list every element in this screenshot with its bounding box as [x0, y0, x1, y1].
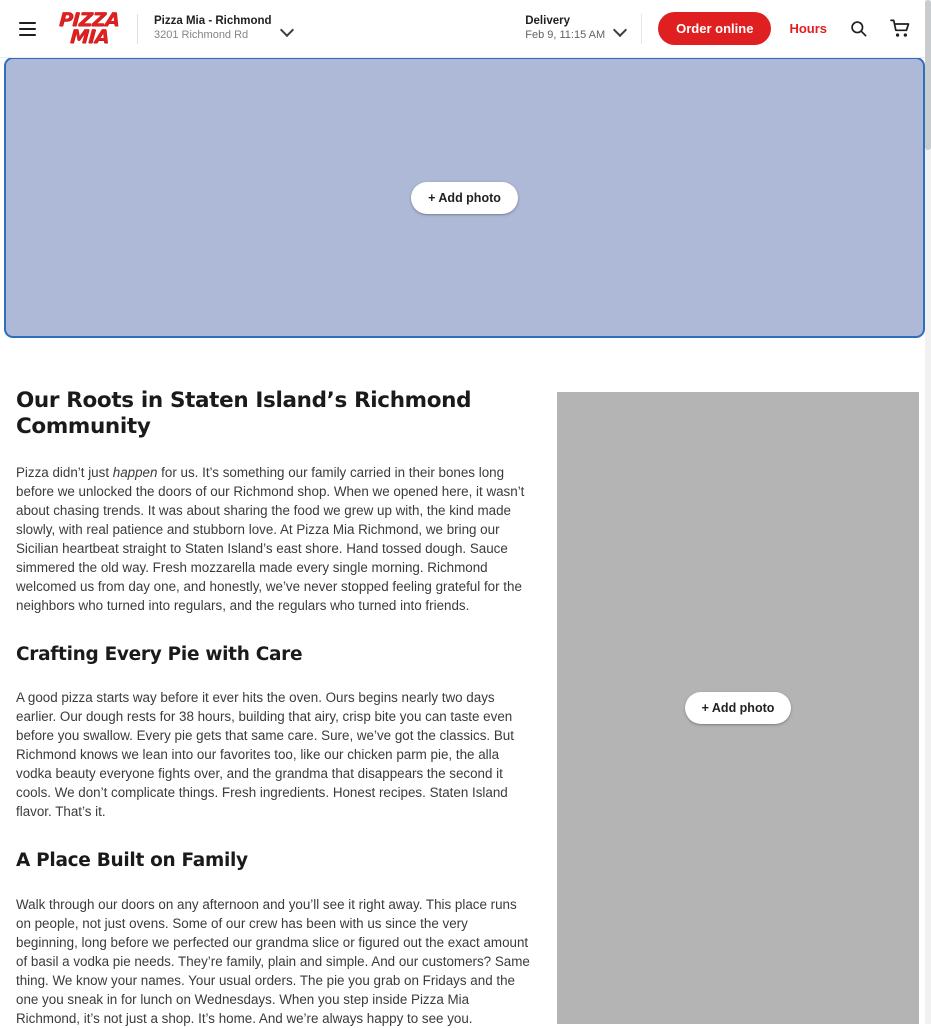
hero-banner-photo-slot[interactable]: [4, 57, 925, 338]
chevron-down-icon: [281, 23, 294, 36]
hamburger-line: [19, 28, 36, 30]
header-divider: [137, 14, 138, 44]
pizza-mia-logo[interactable]: [55, 9, 123, 48]
hero-add-photo-button[interactable]: + Add photo: [411, 182, 518, 214]
about-photo-slot[interactable]: [557, 392, 919, 1024]
about-paragraph-three: Walk through our doors on any afternoon and you’ll see it right away. This place runs on people, not just ovens. Some of our crew has been with us since the very beginning, long before we perfected our grandma slice or figured out the exact amount of basil a vodka pie needs. They’re family, plain and simple. And our customers? Same thing. We know your names. Your usual orders. The pie you grab on Fridays and the one you sneak in for lunch on Wednesdays. When you step inside Pizza Mia Richmond, it’s not just a shop. It’s home. And we’re always happy to see you.: [16, 896, 530, 1026]
shopping-cart-icon[interactable]: [889, 18, 911, 40]
hamburger-menu-icon[interactable]: [13, 15, 41, 43]
section-heading-family: A Place Built on Family: [16, 850, 248, 872]
about-content-section: [0, 339, 925, 1024]
paragraph-emphasis: happen: [112, 465, 158, 481]
delivery-mode-label: Delivery: [525, 14, 570, 27]
order-online-button[interactable]: Order online: [658, 12, 771, 45]
delivery-time-label: Feb 9, 11:15 AM: [525, 29, 606, 42]
store-address: 3201 Richmond Rd: [154, 29, 249, 42]
chevron-down-icon: [614, 23, 627, 36]
delivery-mode-text: [525, 14, 605, 43]
delivery-mode-selector[interactable]: [525, 14, 627, 43]
hamburger-line: [19, 34, 36, 36]
logo-line-one: PIZZA: [58, 9, 120, 32]
site-header: [0, 0, 925, 58]
store-name: Pizza Mia - Richmond: [154, 14, 272, 27]
paragraph-rest: for us. It’s something our family carried in their bones long before we unlocked the doors of our Richmond shop. When we opened here, it wasn’t about chasing trends. It was about sharing the food we grew up with, the kind made slowly, with real patience and stubborn love. At Pizza Mia Richmond, we bring our Sicilian heartbeat straight to Staten Island’s east shore. Hand tossed dough. Sauce simmered the old way. Fresh mozzarella made every single morning. Richmond welcomed us from day one, and honestly, we’ve never stopped feeling grateful for the neighbors who turned into regulars, and the regulars who turned into friends.: [16, 465, 525, 614]
logo-line-two: MIA: [68, 25, 110, 48]
page-scrollbar[interactable]: [925, 0, 931, 1024]
search-icon[interactable]: [847, 18, 869, 40]
about-text-column: [16, 388, 532, 1028]
page-title: Our Roots in Staten Island’s Richmond Community: [16, 388, 472, 439]
section-heading-crafting: Crafting Every Pie with Care: [16, 644, 303, 666]
about-paragraph-one: [16, 463, 532, 615]
page-scrollbar-thumb[interactable]: [925, 0, 931, 150]
about-paragraph-two: A good pizza starts way before it ever hits the oven. Ours begins nearly two days earlier. Our dough rests for 38 hours, building that airy, crisp bite you can taste even before you swallow. Every pie gets that same care. Sure, we’ve got the classics. But Richmond knows we lean into our favorites too, like our chicken parm pie, the alla vodka beauty everyone fights over, and the grandma that disappears the second it cools. We don’t complicate things. Fresh ingredients. Honest recipes. Staten Island flavor. That’s it.: [16, 690, 514, 820]
hours-link[interactable]: Hours: [789, 21, 827, 36]
header-divider: [641, 14, 642, 44]
hamburger-line: [19, 22, 36, 24]
store-text: [154, 14, 272, 43]
about-add-photo-button[interactable]: + Add photo: [685, 692, 792, 724]
store-selector[interactable]: [154, 14, 294, 43]
paragraph-prefix: Pizza didn’t just: [16, 465, 113, 481]
